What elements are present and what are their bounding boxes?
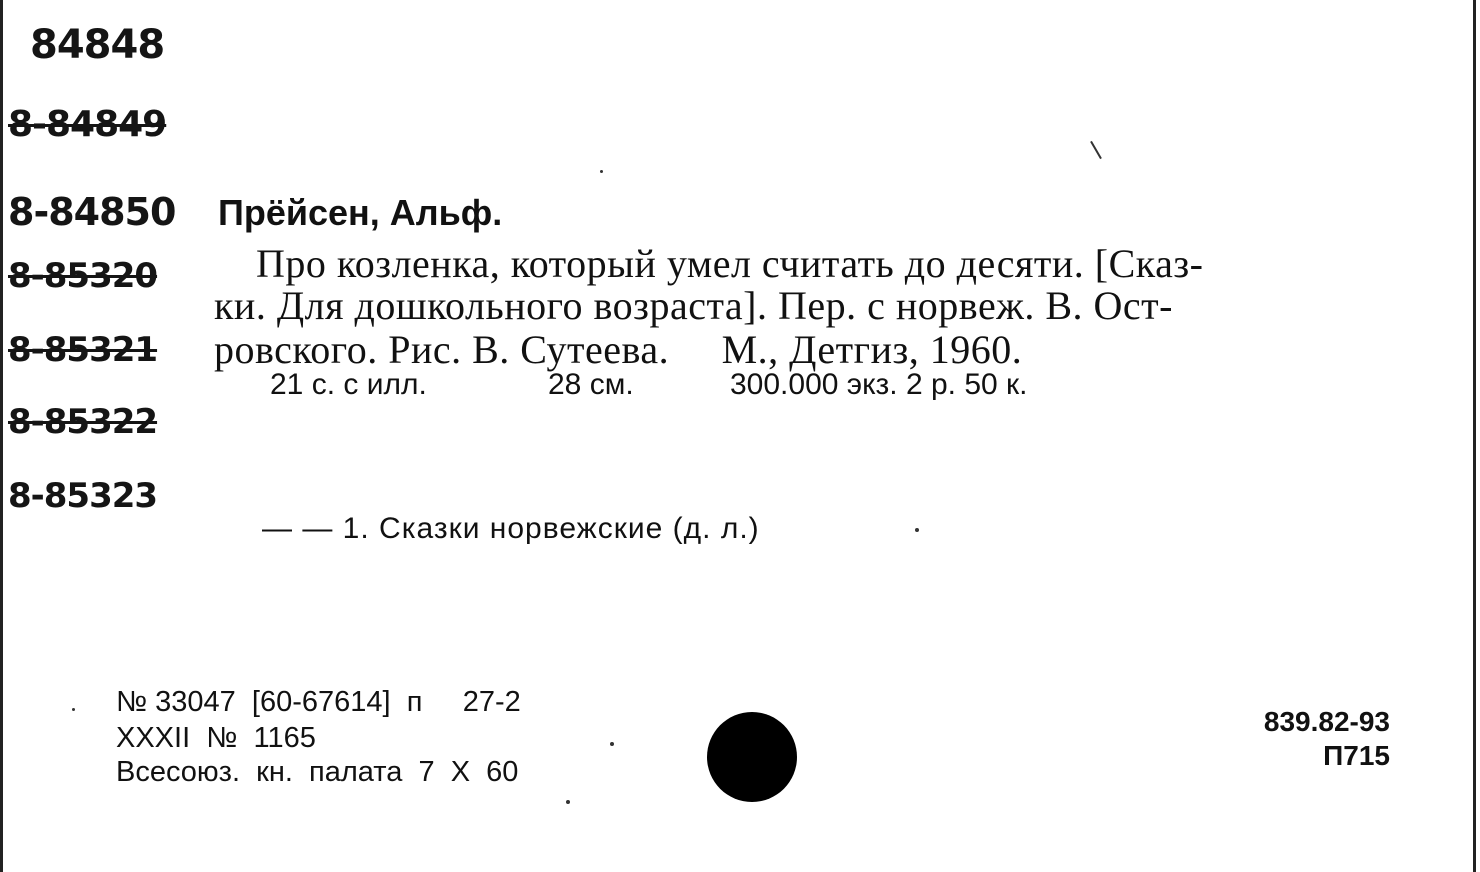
- footer-line-1: № 33047 [60-67614] п 27-2: [116, 686, 521, 718]
- inventory-number: 8-85323: [8, 476, 158, 516]
- speck: [600, 170, 603, 173]
- inventory-number-struck: 8-84849: [8, 104, 167, 145]
- subject-heading: — — 1. Сказки норвежские (д. л.): [262, 512, 760, 545]
- card-punch-hole: [707, 712, 797, 802]
- speck: [566, 800, 570, 804]
- title-line-1: Про козленка, который умел считать до десяти. [Сказ-: [256, 241, 1204, 286]
- title-line-3: ровского. Рис. В. Сутеева. М., Детгиз, 1960.: [214, 327, 1023, 372]
- card-edge-left: [0, 0, 3, 872]
- author-mark: П715: [1323, 740, 1390, 771]
- title-line-2: ки. Для дошкольного возраста]. Пер. с норвеж. В. Ост-: [214, 283, 1173, 328]
- speck: [915, 528, 919, 532]
- speck: [610, 742, 614, 746]
- pages: 21 с. с илл.: [270, 368, 427, 401]
- footer-line-3: Всесоюз. кн. палата 7 X 60: [116, 756, 519, 788]
- copies-price: 300.000 экз. 2 р. 50 к.: [730, 368, 1028, 401]
- inventory-number-struck: 8-85321: [8, 330, 158, 370]
- classification-code: 839.82-93: [1263, 706, 1390, 737]
- inventory-number-struck: 8-85322: [8, 402, 158, 442]
- speck: [72, 708, 75, 711]
- author-heading: Прёйсен, Альф.: [218, 192, 503, 233]
- speck: [1090, 141, 1102, 159]
- inventory-number: 8-84850: [8, 190, 176, 234]
- footer-line-2: XXXII № 1165: [116, 722, 316, 754]
- size: 28 см.: [548, 368, 634, 401]
- inventory-number-struck: 8-85320: [8, 256, 158, 296]
- card-edge-right: [1473, 0, 1476, 872]
- inventory-number: 84848: [30, 22, 165, 68]
